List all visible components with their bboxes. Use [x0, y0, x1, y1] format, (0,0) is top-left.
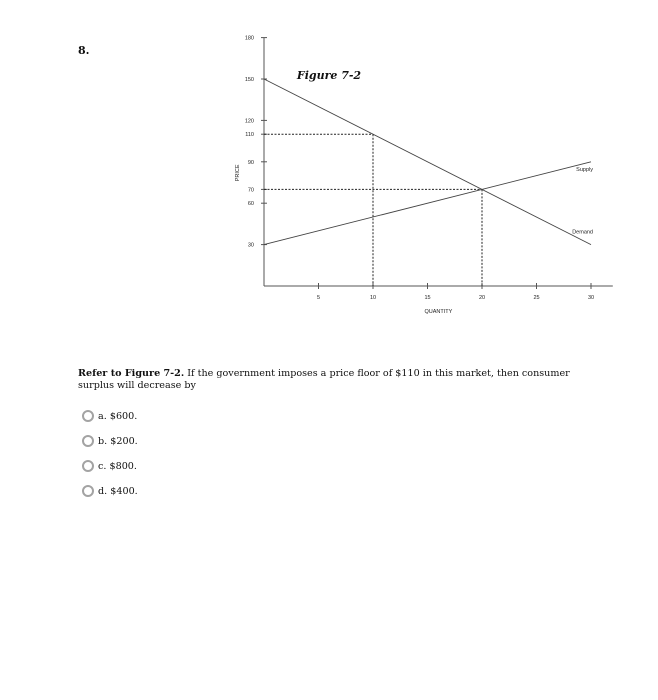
y-tick-label: 30	[247, 242, 254, 249]
option-d[interactable]	[82, 482, 138, 500]
option-b[interactable]	[82, 432, 138, 450]
y-tick-label: 110	[245, 132, 254, 139]
y-tick-label: 60	[247, 201, 254, 208]
x-tick-label: 15	[424, 295, 431, 301]
radio-icon[interactable]	[82, 410, 94, 422]
option-c[interactable]	[82, 457, 137, 475]
option-a[interactable]	[82, 407, 137, 425]
x-tick-label: 10	[369, 295, 377, 301]
y-tick-label: 90	[247, 159, 254, 166]
supply-line	[264, 162, 591, 245]
figure-chart	[0, 0, 658, 340]
radio-icon[interactable]	[82, 485, 94, 497]
radio-icon[interactable]	[82, 460, 94, 472]
y-tick-label: 70	[247, 187, 254, 194]
supply-label: Supply	[576, 166, 593, 173]
x-tick-label: 20	[478, 295, 486, 301]
option-d-label: d. $400.	[98, 485, 138, 497]
figure-reference: Refer to Figure 7-2.	[78, 368, 185, 379]
option-c-label: c. $800.	[98, 460, 137, 472]
x-tick-label: 30	[587, 295, 595, 301]
question-number: 8.	[78, 44, 90, 57]
x-tick-label: 25	[533, 295, 540, 301]
y-axis-label: PRICE	[235, 164, 241, 182]
x-tick-label: 5	[316, 295, 321, 301]
demand-label: Demand	[572, 229, 593, 236]
x-axis-label: QUANTITY	[424, 309, 453, 315]
figure-title: Figure 7-2	[296, 69, 362, 82]
demand-line	[264, 79, 591, 245]
y-tick-label: 180	[244, 35, 254, 42]
y-tick-label: 150	[244, 77, 254, 83]
question-prompt	[78, 368, 588, 392]
option-a-label: a. $600.	[98, 410, 138, 422]
y-tick-label: 120	[244, 118, 254, 125]
option-b-label: b. $200.	[98, 435, 138, 447]
radio-icon[interactable]	[82, 435, 94, 447]
question-text: If the government imposes a price floor of $110 in this market, then consumer surplus will decrease by	[78, 368, 570, 391]
